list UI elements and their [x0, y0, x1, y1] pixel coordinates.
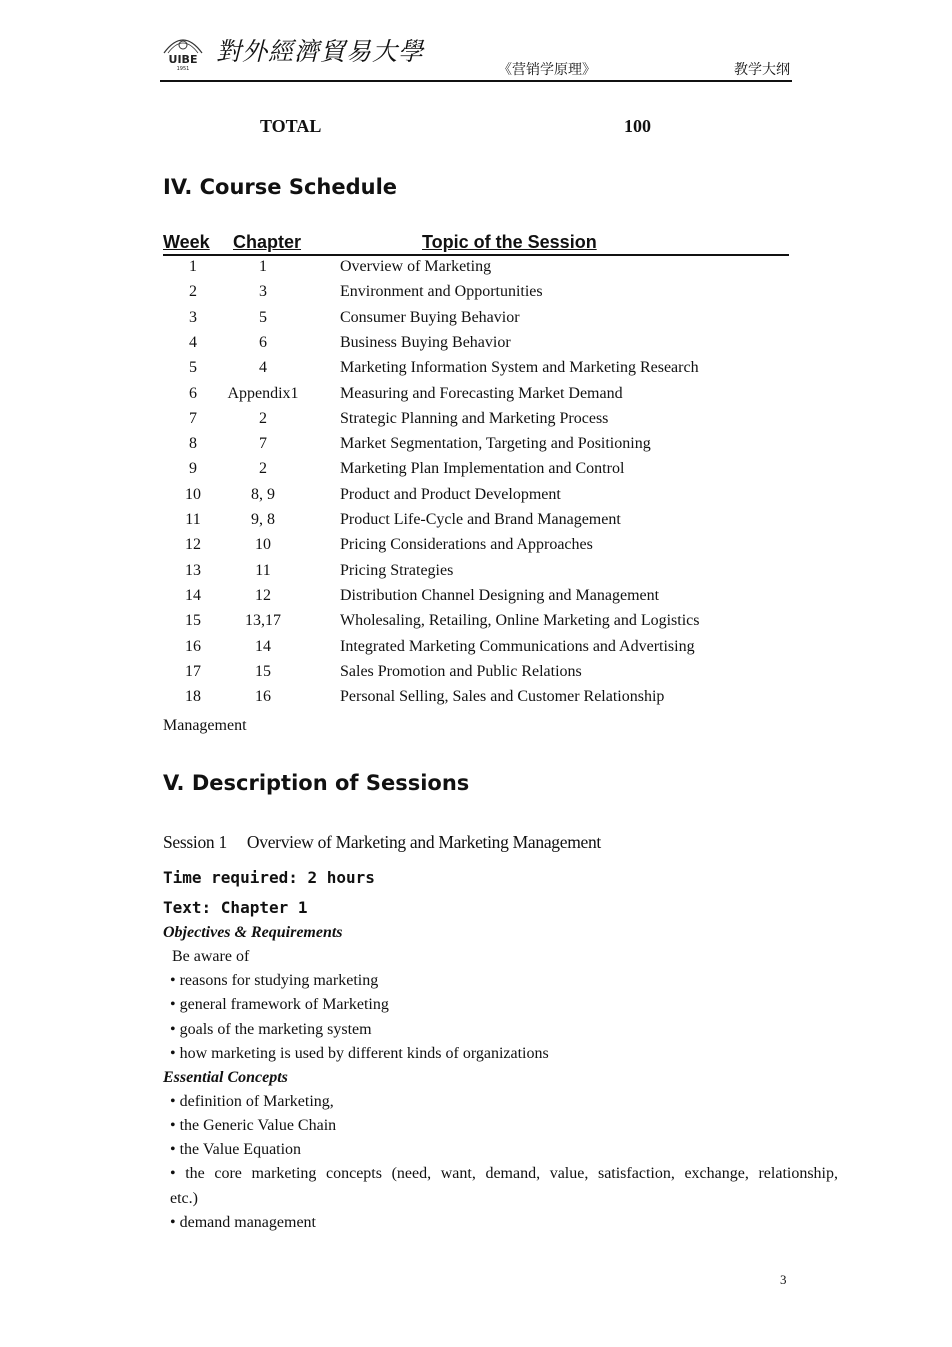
- chapter-cell: Appendix1: [227, 384, 299, 402]
- table-row: [0, 562, 760, 587]
- header-topic: Topic of the Session: [422, 232, 597, 252]
- table-row: [0, 612, 760, 637]
- week-cell: 6: [189, 384, 197, 402]
- chapter-cell: 15: [255, 662, 271, 680]
- chapter-cell: 9, 8: [251, 511, 275, 528]
- week-cell: 8: [189, 435, 197, 453]
- objective-item: • general framework of Marketing: [170, 996, 389, 1013]
- section-title-course-schedule: IV. Course Schedule: [163, 175, 398, 199]
- chapter-cell: 5: [259, 308, 267, 326]
- university-seal-logo: [160, 31, 206, 71]
- week-cell: 16: [185, 637, 201, 655]
- chapter-cell: 14: [255, 637, 271, 655]
- week-cell: 2: [189, 283, 197, 301]
- topic-cell: Sales Promotion and Public Relations: [340, 662, 582, 680]
- concept-item-long-cont: etc.): [170, 1190, 198, 1207]
- chapter-cell: 10: [255, 536, 271, 554]
- chapter-cell: 2: [259, 409, 267, 427]
- table-row: [0, 536, 760, 561]
- chapter-cell: 11: [255, 561, 271, 579]
- concept-item-long: • the core marketing concepts (need, want, demand, value, satisfaction, exchange, relationship,: [170, 1165, 838, 1182]
- week-cell: 7: [189, 409, 197, 427]
- table-row: [0, 486, 760, 511]
- topic-cell: Pricing Strategies: [340, 561, 454, 579]
- topic-cell: Environment and Opportunities: [340, 283, 543, 301]
- table-row: [0, 511, 760, 536]
- table-row: [0, 638, 760, 663]
- objectives-heading: Objectives & Requirements: [163, 924, 343, 941]
- topic-cell: Consumer Buying Behavior: [340, 308, 520, 326]
- table-row: [0, 663, 760, 688]
- chapter-cell: 1: [259, 258, 267, 275]
- header-chapter: Chapter: [233, 232, 302, 252]
- chapter-cell: 8, 9: [251, 485, 275, 503]
- topic-cell: Business Buying Behavior: [340, 333, 511, 351]
- topic-cell: Strategic Planning and Marketing Process: [340, 409, 609, 427]
- session-heading: [163, 832, 601, 853]
- svg-text:UIBE: UIBE: [168, 53, 198, 66]
- week-cell: 12: [185, 536, 201, 554]
- table-row: [0, 410, 760, 435]
- week-cell: 1: [189, 258, 197, 275]
- topic-cell: Marketing Information System and Marketing Research: [340, 359, 699, 377]
- concept-item: • demand management: [170, 1214, 316, 1231]
- session-number: Session 1: [163, 832, 227, 852]
- topic-cell: Integrated Marketing Communications and Advertising: [340, 637, 695, 655]
- chapter-cell: 4: [259, 359, 267, 377]
- topic-cell: Product Life-Cycle and Brand Management: [340, 511, 621, 528]
- topic-cell: Overview of Marketing: [340, 258, 492, 275]
- topic-cell: Personal Selling, Sales and Customer Relationship: [340, 688, 665, 706]
- table-row: [0, 460, 760, 485]
- week-cell: 5: [189, 359, 197, 377]
- table-row: [0, 385, 760, 410]
- topic-cell: Pricing Considerations and Approaches: [340, 536, 593, 554]
- topic-cell: Product and Product Development: [340, 485, 561, 503]
- header-week: Week: [163, 232, 210, 252]
- concept-item: • the Value Equation: [170, 1141, 302, 1158]
- time-required: Time required: 2 hours: [163, 868, 375, 887]
- schedule-table-header: [163, 232, 789, 256]
- chapter-cell: 3: [259, 283, 267, 301]
- week-cell: 13: [185, 561, 201, 579]
- table-row: [0, 587, 760, 612]
- session-title: Overview of Marketing and Marketing Management: [246, 832, 601, 852]
- chapter-cell: 2: [259, 460, 267, 478]
- document-title: 《营销学原理》: [498, 63, 596, 78]
- concept-item: • definition of Marketing,: [170, 1093, 334, 1110]
- chapter-cell: 13,17: [245, 612, 281, 630]
- be-aware-text: Be aware of: [172, 948, 250, 965]
- svg-text:1951: 1951: [176, 66, 190, 71]
- table-row: [0, 258, 760, 283]
- concept-item: • the Generic Value Chain: [170, 1117, 337, 1134]
- document-type: 教学大纲: [734, 63, 790, 78]
- table-row: [0, 688, 760, 713]
- week-cell: 3: [189, 308, 197, 326]
- chapter-cell: 12: [255, 586, 271, 604]
- table-row: [0, 283, 760, 308]
- page-header: [160, 28, 792, 82]
- week-cell: 11: [185, 511, 201, 528]
- topic-overflow-text: Management: [163, 717, 247, 734]
- objective-item: • how marketing is used by different kinds of organizations: [170, 1045, 549, 1062]
- topic-cell: Measuring and Forecasting Market Demand: [340, 384, 623, 402]
- week-cell: 4: [189, 333, 197, 351]
- chapter-cell: 7: [259, 435, 267, 453]
- topic-cell: Distribution Channel Designing and Management: [340, 586, 660, 604]
- table-row: [0, 309, 760, 334]
- section-title-description-of-sessions: V. Description of Sessions: [163, 771, 470, 795]
- week-cell: 18: [185, 688, 201, 706]
- chapter-cell: 16: [255, 688, 271, 706]
- topic-cell: Wholesaling, Retailing, Online Marketing and Logistics: [340, 612, 700, 630]
- week-cell: 15: [185, 612, 201, 630]
- week-cell: 17: [185, 662, 201, 680]
- objective-item: • goals of the marketing system: [170, 1021, 372, 1038]
- table-row: [0, 334, 760, 359]
- week-cell: 9: [189, 460, 197, 478]
- text-chapter: Text: Chapter 1: [163, 898, 308, 917]
- week-cell: 10: [185, 485, 201, 503]
- university-name-calligraphy: 對外經濟貿易大學: [216, 37, 425, 66]
- total-label: TOTAL: [260, 116, 322, 136]
- table-row: [0, 435, 760, 460]
- week-cell: 14: [185, 586, 201, 604]
- page-number: 3: [780, 1272, 787, 1287]
- objective-item: • reasons for studying marketing: [170, 972, 379, 989]
- topic-cell: Marketing Plan Implementation and Control: [340, 460, 625, 478]
- table-row: [0, 359, 760, 384]
- total-value: 100: [624, 116, 651, 136]
- concepts-heading: Essential Concepts: [163, 1069, 288, 1086]
- chapter-cell: 6: [259, 333, 267, 351]
- topic-cell: Market Segmentation, Targeting and Positioning: [340, 435, 651, 453]
